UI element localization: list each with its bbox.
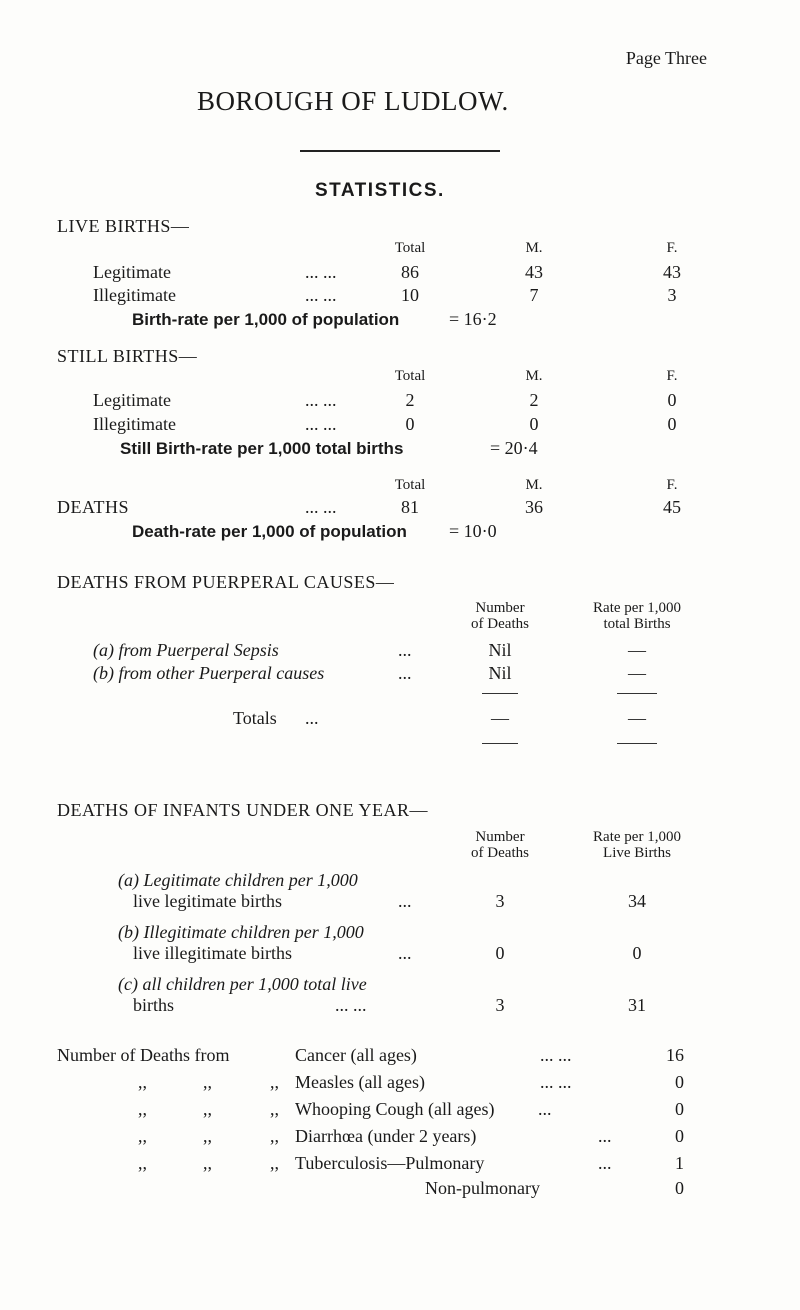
cause-label: Tuberculosis—Pulmonary [295, 1153, 485, 1173]
deaths-total-value: 81 [401, 497, 419, 517]
still-births-total-value: 2 [405, 390, 415, 410]
infant-col-rate: Rate per 1,000 [593, 829, 681, 845]
dot-leader: ... ... [305, 390, 337, 410]
section-subtitle: STATISTICS. [315, 180, 445, 201]
live-births-heading: LIVE BIRTHS— [57, 216, 190, 236]
live-births-row-label: Illegitimate [93, 285, 176, 305]
dot-leader: ... [398, 943, 412, 963]
live-births-m-value: 7 [529, 285, 539, 305]
cause-label: Whooping Cough (all ages) [295, 1099, 495, 1119]
infant-rate-value: 31 [628, 995, 646, 1015]
page-label: Page Three [625, 48, 707, 68]
page-title: BOROUGH OF LUDLOW. [197, 86, 509, 116]
ditto-mark: ,, [138, 1099, 147, 1119]
live-births-f-value: 3 [667, 285, 677, 305]
dot-leader: ... ... [540, 1045, 572, 1065]
live-births-total-value: 86 [401, 262, 419, 282]
puerperal-totals-rate: — [628, 708, 646, 728]
deaths-col-f: F. [666, 477, 678, 493]
deaths-col-m: M. [525, 477, 543, 493]
ditto-mark: ,, [203, 1072, 212, 1092]
puerperal-rate-value: — [628, 663, 646, 683]
puerperal-col-number-sub: of Deaths [471, 616, 529, 632]
dot-leader: ... ... [335, 995, 367, 1015]
infant-number-value: 0 [495, 943, 505, 963]
cause-value: 16 [666, 1045, 684, 1065]
deaths-heading: DEATHS [57, 497, 130, 517]
infant-row-line1: (b) Illegitimate children per 1,000 [118, 922, 364, 942]
puerperal-col-rate-sub: total Births [603, 616, 671, 632]
infant-col-number-sub: of Deaths [471, 845, 529, 861]
death-rate-value: = 10·0 [449, 521, 497, 541]
still-birth-rate-value: = 20·4 [490, 438, 538, 458]
puerperal-totals-label: Totals [233, 708, 277, 728]
sum-rule [482, 693, 518, 694]
dot-leader: ... ... [305, 497, 337, 517]
puerperal-col-number: Number [475, 600, 525, 616]
birth-rate-label: Birth-rate per 1,000 of population [132, 310, 400, 329]
ditto-mark: ,, [138, 1072, 147, 1092]
puerperal-number-value: Nil [488, 640, 512, 660]
infant-row-line2: live legitimate births [133, 891, 282, 911]
infant-number-value: 3 [495, 995, 505, 1015]
infant-col-rate-sub: Live Births [603, 845, 671, 861]
birth-rate-value: = 16·2 [449, 309, 497, 329]
live-births-col-total: Total [394, 240, 426, 256]
cause-value: 0 [675, 1126, 684, 1146]
puerperal-number-value: Nil [488, 663, 512, 683]
dot-leader: ... [598, 1126, 612, 1146]
ditto-mark: ,, [203, 1099, 212, 1119]
puerperal-row-label: (a) from Puerperal Sepsis [93, 640, 279, 660]
live-births-f-value: 43 [663, 262, 681, 282]
still-births-m-value: 2 [529, 390, 539, 410]
infant-row-line1: (c) all children per 1,000 total live [118, 974, 367, 994]
live-births-row-label: Legitimate [93, 262, 171, 282]
causes-prefix: Number of Deaths from [57, 1045, 230, 1065]
cause-value: 0 [675, 1099, 684, 1119]
infant-rate-value: 0 [632, 943, 642, 963]
live-births-m-value: 43 [525, 262, 543, 282]
live-births-col-m: M. [525, 240, 543, 256]
ditto-mark: ,, [270, 1072, 279, 1092]
still-births-heading: STILL BIRTHS— [57, 346, 198, 366]
dot-leader: ... ... [540, 1072, 572, 1092]
ditto-mark: ,, [203, 1153, 212, 1173]
infant-row-line2: live illegitimate births [133, 943, 292, 963]
still-births-f-value: 0 [667, 390, 677, 410]
ditto-mark: ,, [270, 1153, 279, 1173]
infant-number-value: 3 [495, 891, 505, 911]
still-births-col-m: M. [525, 368, 543, 384]
dot-leader: ... ... [305, 262, 337, 282]
cause-label: Cancer (all ages) [295, 1045, 417, 1065]
sum-rule [482, 743, 518, 744]
dot-leader: ... [598, 1153, 612, 1173]
live-births-total-value: 10 [401, 285, 419, 305]
sum-rule [617, 693, 657, 694]
ditto-mark: ,, [270, 1126, 279, 1146]
ditto-mark: ,, [270, 1099, 279, 1119]
dot-leader: ... [398, 891, 412, 911]
puerperal-col-rate: Rate per 1,000 [593, 600, 681, 616]
deaths-f-value: 45 [663, 497, 681, 517]
still-birth-rate-label: Still Birth-rate per 1,000 total births [120, 439, 404, 458]
still-births-row-label: Legitimate [93, 390, 171, 410]
still-births-col-total: Total [394, 368, 426, 384]
still-births-row-label: Illegitimate [93, 414, 176, 434]
still-births-f-value: 0 [667, 414, 677, 434]
dot-leader: ... [538, 1099, 552, 1119]
cause-value: 1 [675, 1153, 684, 1173]
cause-label: Diarrhœa (under 2 years) [295, 1126, 477, 1146]
puerperal-totals-number: — [491, 708, 509, 728]
sum-rule [617, 743, 657, 744]
live-births-col-f: F. [666, 240, 678, 256]
infant-row-line1: (a) Legitimate children per 1,000 [118, 870, 358, 890]
title-divider [300, 150, 500, 152]
infant-rate-value: 34 [628, 891, 646, 911]
cause-label: Measles (all ages) [295, 1072, 425, 1092]
deaths-col-total: Total [394, 477, 426, 493]
ditto-mark: ,, [138, 1153, 147, 1173]
puerperal-rate-value: — [628, 640, 646, 660]
dot-leader: ... ... [305, 285, 337, 305]
ditto-mark: ,, [203, 1126, 212, 1146]
infant-row-line2: births [133, 995, 175, 1015]
ditto-mark: ,, [138, 1126, 147, 1146]
dot-leader: ... [305, 708, 319, 728]
infant-deaths-heading: DEATHS OF INFANTS UNDER ONE YEAR— [57, 800, 429, 820]
death-rate-label: Death-rate per 1,000 of population [132, 522, 407, 541]
cause-value: 0 [675, 1178, 684, 1198]
deaths-m-value: 36 [525, 497, 543, 517]
cause-label: Non-pulmonary [425, 1178, 540, 1198]
puerperal-heading: DEATHS FROM PUERPERAL CAUSES— [57, 572, 395, 592]
infant-col-number: Number [475, 829, 525, 845]
dot-leader: ... [398, 640, 412, 660]
still-births-total-value: 0 [405, 414, 415, 434]
dot-leader: ... [398, 663, 412, 683]
dot-leader: ... ... [305, 414, 337, 434]
puerperal-row-label: (b) from other Puerperal causes [93, 663, 325, 683]
cause-value: 0 [675, 1072, 684, 1092]
still-births-col-f: F. [666, 368, 678, 384]
still-births-m-value: 0 [529, 414, 539, 434]
